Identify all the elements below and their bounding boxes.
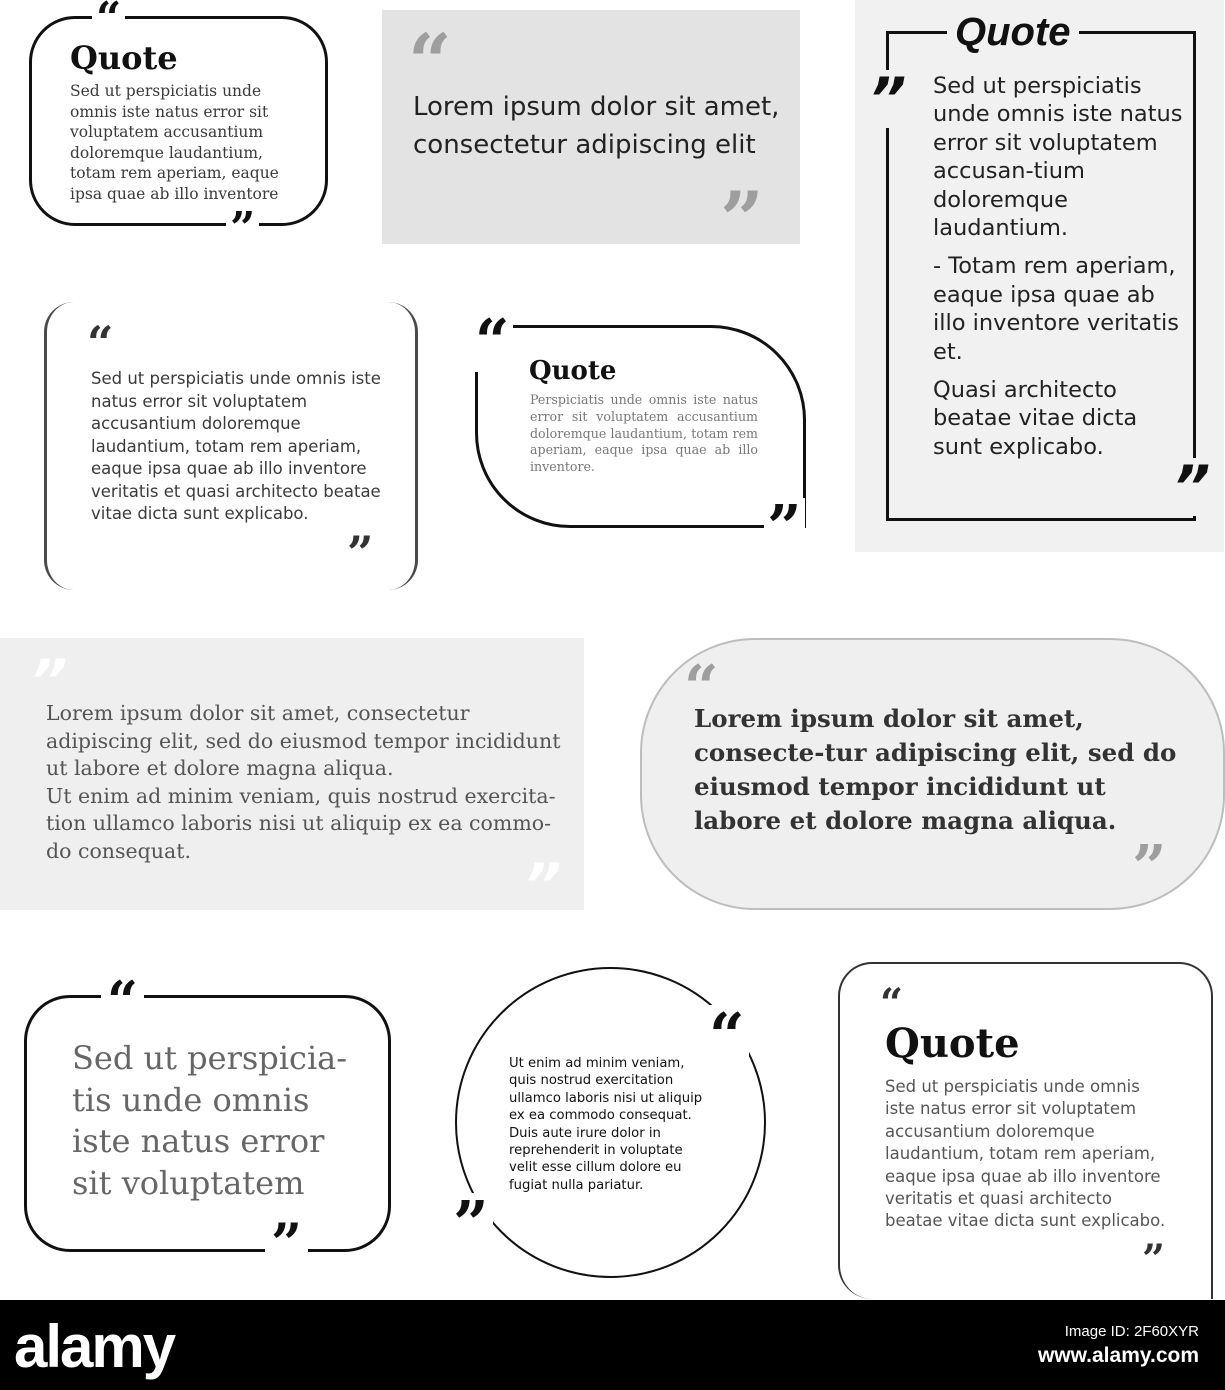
quote-body (46, 700, 566, 865)
quote-paragraph: Ut enim ad minim veniam, quis nostrud exercita-tion ullamco laboris nisi ut aliquip ex ea commo-do consequat. (46, 783, 556, 863)
open-quote-icon: “ (101, 974, 144, 1028)
open-quote-icon: “ (705, 1005, 749, 1067)
quote-body: Ut enim ad minim veniam, quis nostrud exercitation ullamco laboris nisi ut aliquip ex ea commodo consequat. Duis aute irure dolor in reprehenderit in voluptate velit esse cillum dolore eu fugiat nulla pariatur. (509, 1056, 703, 1193)
open-quote-icon: “ (92, 0, 125, 41)
quote-body (933, 72, 1183, 471)
quote-box-6 (0, 638, 584, 919)
quote-body: Sed ut perspiciatis unde omnis iste natus error sit voluptatem accusantium doloremque laudantium, totam rem aperiam, eaque ipsa quae ab illo inventore (70, 82, 279, 203)
open-quote-icon: ” (30, 647, 68, 715)
quote-body: Lorem ipsum dolor sit amet, consectetur adipiscing elit (413, 92, 780, 160)
quote-paragraph: - Totam rem aperiam, eaque ipsa quae ab illo inventore veritatis et. (933, 253, 1180, 365)
close-quote-icon: ” (265, 1216, 308, 1270)
close-quote-icon: ” (226, 207, 259, 251)
quote-body: Sed ut perspicia-tis unde omnis iste natus error sit voluptatem (72, 1039, 348, 1202)
quote-box-5 (475, 307, 806, 563)
open-quote-icon: “ (880, 980, 904, 1027)
close-quote-icon: ” (449, 1193, 493, 1255)
alamy-logo: alamy (14, 1313, 175, 1380)
close-quote-icon: ” (1132, 833, 1167, 903)
close-quote-icon: ” (1142, 1236, 1166, 1283)
quote-title: Quote (529, 356, 617, 386)
quote-body: Perspiciatis unde omnis iste natus error sit voluptatem accusantium doloremque laudantium, totam rem aperiam, eaque ipsa quae ab illo inventore. (530, 392, 758, 475)
close-quote-icon: ” (347, 526, 374, 580)
quote-box-1 (29, 0, 328, 254)
quote-box-9 (455, 967, 766, 1278)
open-quote-icon: “ (87, 316, 114, 370)
quote-box-2 (382, 10, 800, 264)
quote-body: Sed ut perspiciatis unde omnis iste natus error sit voluptatem accusantium doloremque laudantium, totam rem aperiam, eaque ipsa quae ab illo inventore veritatis et quasi architecto beatae vitae dicta sunt explicabo. (885, 1077, 1166, 1231)
quote-title: Quote (885, 1020, 1020, 1067)
quote-box-8 (24, 969, 391, 1275)
watermark-footer (0, 1300, 1225, 1390)
close-quote-icon: ” (764, 498, 805, 558)
quote-title: Quote (70, 39, 178, 77)
quote-paragraph: Lorem ipsum dolor sit amet, consectetur adipiscing elit, sed do eiusmod tempor incididunt ut labore et dolore magna aliqua. (46, 701, 561, 780)
quote-paragraph: Sed ut perspiciatis unde omnis iste natus error sit voluptatem accusan-tium doloremque laudantium. (933, 73, 1183, 242)
quote-body: Sed ut perspiciatis unde omnis iste natus error sit voluptatem accusantium doloremque laudantium, totam rem aperiam, eaque ipsa quae ab illo inventore veritatis et quasi architecto beatae vitae dicta sunt explicabo. (91, 369, 381, 523)
open-quote-icon: “ (684, 653, 719, 723)
close-quote-icon: ” (524, 851, 562, 919)
close-quote-icon: ” (1173, 453, 1211, 521)
open-quote-icon: “ (472, 312, 513, 372)
close-quote-icon: ” (720, 175, 764, 264)
open-quote-icon: ” (869, 65, 907, 133)
quote-box-10 (838, 962, 1213, 1299)
open-quote-icon: “ (408, 17, 452, 106)
quote-box-7 (640, 638, 1225, 910)
quote-paragraph: Quasi architecto beatae vitae dicta sunt explicabo. (933, 377, 1138, 460)
image-id: Image ID: 2F60XYR (1064, 1323, 1199, 1340)
site-url: www.alamy.com (1037, 1344, 1199, 1367)
quote-title: Quote (947, 10, 1079, 55)
quote-box-3 (855, 0, 1224, 552)
quote-box-4 (44, 302, 418, 590)
quote-body: Lorem ipsum dolor sit amet, consecte-tur adipiscing elit, sed do eiusmod tempor incididunt ut labore et dolore magna aliqua. (694, 704, 1177, 835)
image-meta (1038, 1320, 1199, 1368)
